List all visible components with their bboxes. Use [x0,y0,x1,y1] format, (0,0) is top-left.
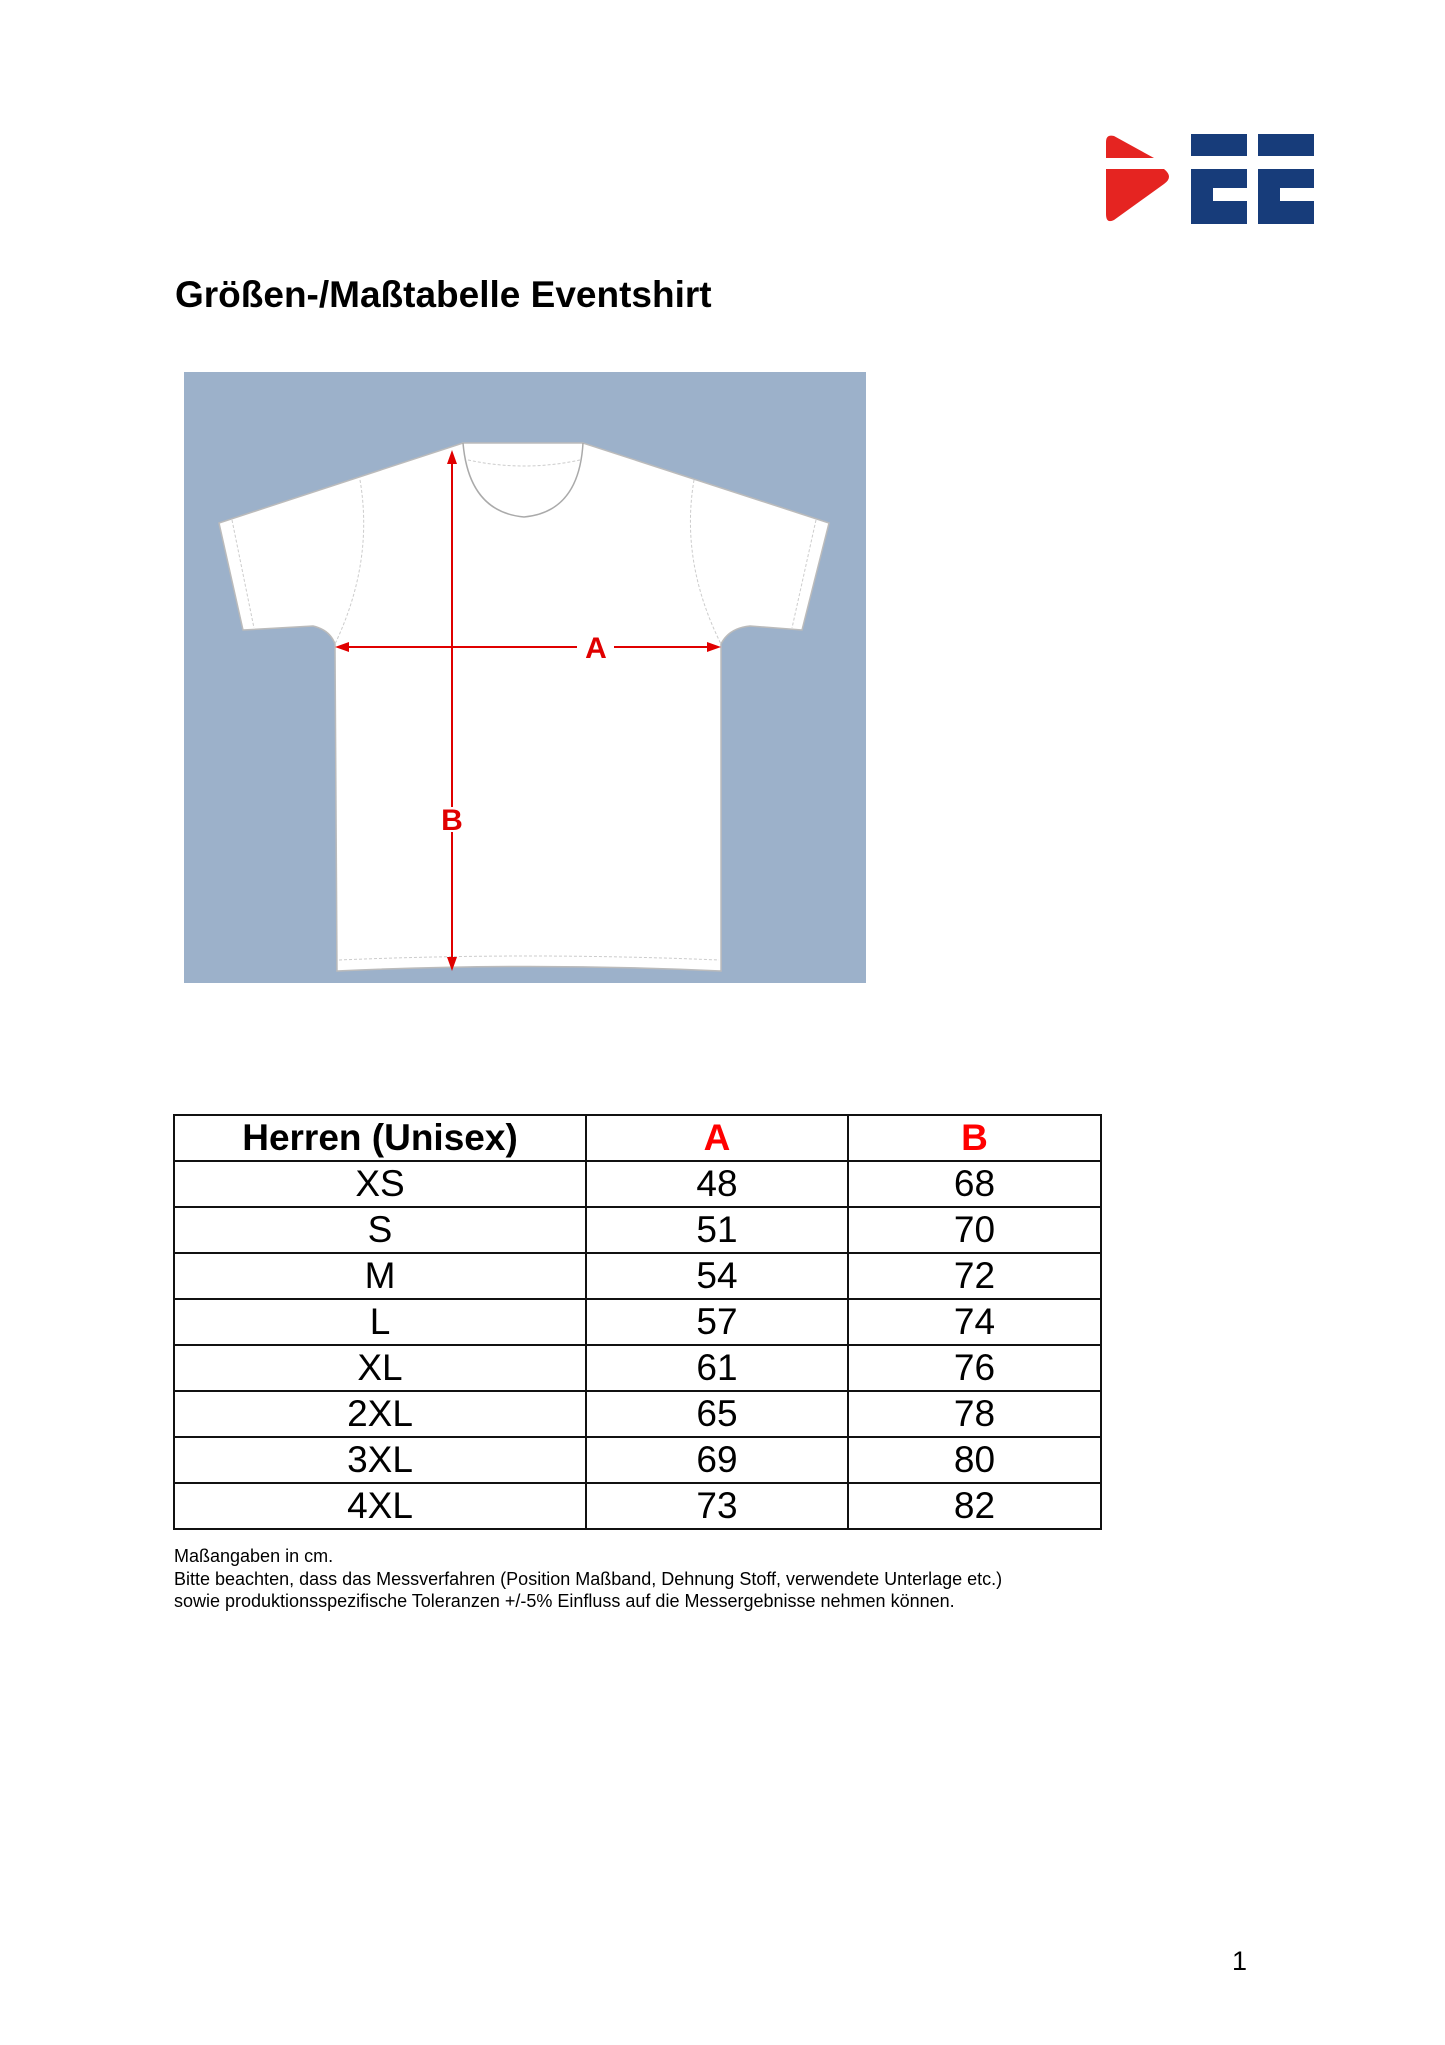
header-a: A [586,1115,848,1161]
table-row [174,1345,1101,1391]
cell-a: 57 [586,1299,848,1345]
cell-size: S [174,1207,586,1253]
cell-a: 54 [586,1253,848,1299]
cell-b: 70 [848,1207,1101,1253]
cell-b: 76 [848,1345,1101,1391]
cell-b: 80 [848,1437,1101,1483]
cell-size: 4XL [174,1483,586,1529]
table-row [174,1391,1101,1437]
note-units: Maßangaben in cm. [174,1546,334,1566]
header-b: B [848,1115,1101,1161]
company-logo [1106,134,1316,226]
note-disclaimer-1: Bitte beachten, dass das Messverfahren (Position Maßband, Dehnung Stoff, verwendete Unterlage etc.) [174,1568,1003,1589]
size-table [173,1114,1102,1530]
cell-b: 72 [848,1253,1101,1299]
cell-a: 69 [586,1437,848,1483]
header-size: Herren (Unisex) [174,1115,586,1161]
table-row [174,1253,1101,1299]
label-b: B [441,804,463,837]
table-row [174,1161,1101,1207]
cell-size: L [174,1299,586,1345]
cell-b: 68 [848,1161,1101,1207]
table-header-row [174,1115,1101,1161]
tshirt-illustration [184,372,866,983]
table-row [174,1437,1101,1483]
cell-a: 51 [586,1207,848,1253]
cell-size: 3XL [174,1437,586,1483]
cell-size: M [174,1253,586,1299]
table-row [174,1299,1101,1345]
cell-a: 61 [586,1345,848,1391]
cell-b: 78 [848,1391,1101,1437]
label-a: A [585,632,607,665]
note-disclaimer-2: sowie produktionsspezifische Toleranzen +/-5% Einfluss auf die Messergebnisse nehmen können. [174,1591,955,1611]
table-row [174,1483,1101,1529]
page-number: 1 [1232,1946,1248,1976]
cell-size: XS [174,1161,586,1207]
table-row [174,1207,1101,1253]
tshirt-measurement-diagram [184,372,866,983]
page-title: Größen-/Maßtabelle Eventshirt [175,274,712,315]
cell-a: 48 [586,1161,848,1207]
cell-b: 82 [848,1483,1101,1529]
cell-b: 74 [848,1299,1101,1345]
cell-a: 73 [586,1483,848,1529]
cell-a: 65 [586,1391,848,1437]
cell-size: 2XL [174,1391,586,1437]
notes [174,1545,1002,1613]
cell-size: XL [174,1345,586,1391]
